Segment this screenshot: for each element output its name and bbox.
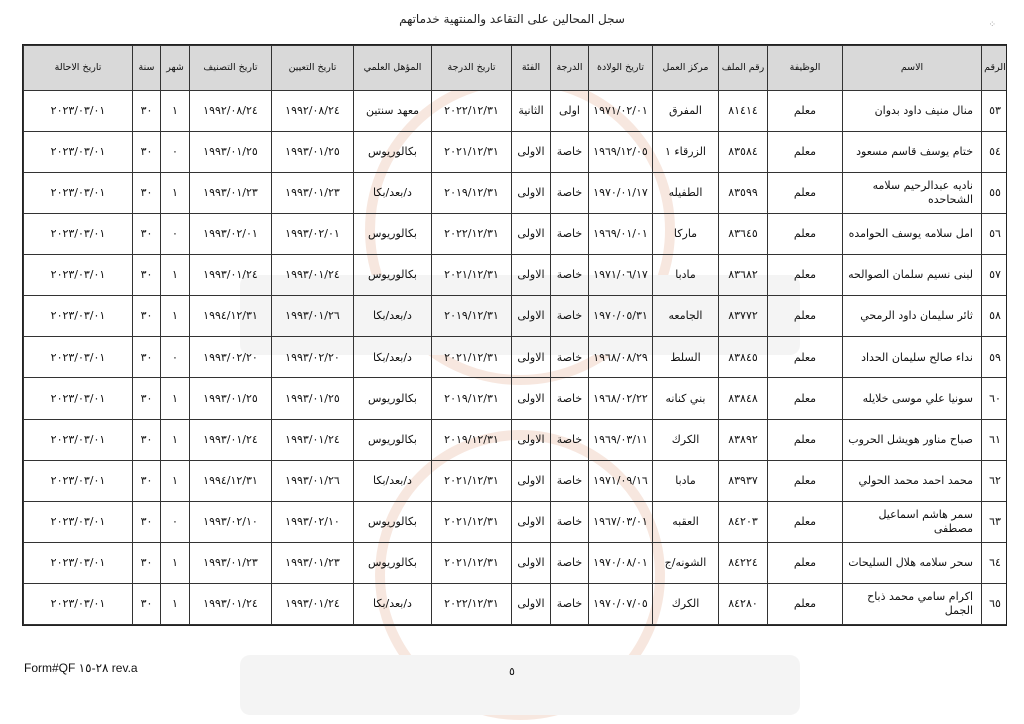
cell-years: ٣٠: [133, 214, 161, 255]
cell-work-center: العقبه: [653, 501, 719, 542]
cell-category: الثانية: [512, 91, 551, 132]
column-header: الاسم: [843, 46, 982, 91]
cell-grade: خاصة: [551, 501, 589, 542]
cell-row-number: ٥٦: [982, 214, 1008, 255]
cell-birth-date: ١٩٧١/٠٢/٠١: [589, 91, 653, 132]
cell-file-number: ٨٤٢٠٣: [719, 501, 768, 542]
column-header: الدرجة: [551, 46, 589, 91]
cell-months: ١: [161, 542, 190, 583]
cell-category: الاولى: [512, 173, 551, 214]
table-row: [24, 501, 1008, 542]
cell-job-title: معلم: [768, 255, 843, 296]
cell-classification-date: ١٩٩٣/٠١/٢٤: [190, 255, 272, 296]
cell-grade: خاصة: [551, 296, 589, 337]
cell-appointment-date: ١٩٩٣/٠١/٢٣: [272, 173, 354, 214]
column-header: الرقم: [982, 46, 1008, 91]
cell-referral-date: ٢٠٢٣/٠٣/٠١: [24, 91, 133, 132]
cell-work-center: مادبا: [653, 255, 719, 296]
cell-grade-date: ٢٠٢١/١٢/٣١: [432, 255, 512, 296]
cell-classification-date: ١٩٩٢/٠٨/٢٤: [190, 91, 272, 132]
cell-referral-date: ٢٠٢٣/٠٣/٠١: [24, 460, 133, 501]
retirement-table: [23, 45, 1007, 625]
cell-grade: خاصة: [551, 255, 589, 296]
cell-appointment-date: ١٩٩٣/٠١/٢٣: [272, 542, 354, 583]
cell-row-number: ٥٣: [982, 91, 1008, 132]
cell-grade-date: ٢٠٢١/١٢/٣١: [432, 542, 512, 583]
cell-qualification: بكالوريوس: [354, 378, 432, 419]
cell-referral-date: ٢٠٢٣/٠٣/٠١: [24, 173, 133, 214]
cell-name: ناديه عبدالرحيم سلامه الشحاحده: [843, 173, 982, 214]
cell-row-number: ٦٤: [982, 542, 1008, 583]
cell-referral-date: ٢٠٢٣/٠٣/٠١: [24, 419, 133, 460]
column-header: تاريخ الولادة: [589, 46, 653, 91]
cell-name: لبنى نسيم سلمان الصوالحه: [843, 255, 982, 296]
table-body: [24, 91, 1008, 625]
cell-months: ١: [161, 173, 190, 214]
cell-row-number: ٥٧: [982, 255, 1008, 296]
cell-appointment-date: ١٩٩٣/٠١/٢٦: [272, 296, 354, 337]
cell-work-center: الكرك: [653, 583, 719, 624]
cell-years: ٣٠: [133, 542, 161, 583]
cell-months: ١: [161, 419, 190, 460]
cell-name: امل سلامه يوسف الحوامده: [843, 214, 982, 255]
table-row: [24, 132, 1008, 173]
page-number: ٥: [509, 665, 515, 678]
cell-job-title: معلم: [768, 91, 843, 132]
cell-job-title: معلم: [768, 378, 843, 419]
cell-years: ٣٠: [133, 91, 161, 132]
cell-row-number: ٥٥: [982, 173, 1008, 214]
cell-row-number: ٦١: [982, 419, 1008, 460]
cell-category: الاولى: [512, 583, 551, 624]
table-row: [24, 255, 1008, 296]
cell-file-number: ٨٣٦٤٥: [719, 214, 768, 255]
table-row: [24, 460, 1008, 501]
cell-qualification: بكالوريوس: [354, 255, 432, 296]
cell-job-title: معلم: [768, 132, 843, 173]
cell-referral-date: ٢٠٢٣/٠٣/٠١: [24, 378, 133, 419]
cell-row-number: ٥٤: [982, 132, 1008, 173]
cell-file-number: ٨٣٨٤٥: [719, 337, 768, 378]
cell-months: ٠: [161, 214, 190, 255]
cell-qualification: د/بعد/بكا: [354, 460, 432, 501]
cell-grade: خاصة: [551, 337, 589, 378]
cell-referral-date: ٢٠٢٣/٠٣/٠١: [24, 501, 133, 542]
cell-qualification: د/بعد/بكا: [354, 173, 432, 214]
cell-job-title: معلم: [768, 419, 843, 460]
cell-appointment-date: ١٩٩٣/٠١/٢٥: [272, 132, 354, 173]
cell-years: ٣٠: [133, 378, 161, 419]
cell-classification-date: ١٩٩٣/٠١/٢٤: [190, 419, 272, 460]
cell-classification-date: ١٩٩٣/٠١/٢٤: [190, 583, 272, 624]
cell-work-center: الكرك: [653, 419, 719, 460]
cell-qualification: د/بعد/بكا: [354, 583, 432, 624]
table-row: [24, 542, 1008, 583]
cell-qualification: بكالوريوس: [354, 542, 432, 583]
cell-birth-date: ١٩٧١/٠٩/١٦: [589, 460, 653, 501]
cell-job-title: معلم: [768, 337, 843, 378]
table-row: [24, 583, 1008, 624]
cell-work-center: مادبا: [653, 460, 719, 501]
cell-referral-date: ٢٠٢٣/٠٣/٠١: [24, 214, 133, 255]
cell-months: ١: [161, 255, 190, 296]
cell-file-number: ٨٣٩٣٧: [719, 460, 768, 501]
table-row: [24, 91, 1008, 132]
table-header-row: [24, 46, 1008, 91]
cell-months: ١: [161, 296, 190, 337]
cell-name: اكرام سامي محمد ذباح الجمل: [843, 583, 982, 624]
cell-qualification: بكالوريوس: [354, 214, 432, 255]
cell-job-title: معلم: [768, 173, 843, 214]
cell-appointment-date: ١٩٩٣/٠١/٢٤: [272, 583, 354, 624]
cell-grade-date: ٢٠٢٢/١٢/٣١: [432, 91, 512, 132]
cell-category: الاولى: [512, 132, 551, 173]
cell-category: الاولى: [512, 337, 551, 378]
cell-grade-date: ٢٠٢٢/١٢/٣١: [432, 583, 512, 624]
cell-classification-date: ١٩٩٣/٠٢/٠١: [190, 214, 272, 255]
cell-grade: خاصة: [551, 542, 589, 583]
cell-months: ١: [161, 460, 190, 501]
cell-birth-date: ١٩٦٨/٠٨/٢٩: [589, 337, 653, 378]
cell-file-number: ٨٤٢٢٤: [719, 542, 768, 583]
cell-job-title: معلم: [768, 296, 843, 337]
cell-appointment-date: ١٩٩٣/٠٢/٠١: [272, 214, 354, 255]
cell-grade: اولى: [551, 91, 589, 132]
cell-name: ثائر سليمان داود الرمحي: [843, 296, 982, 337]
cell-referral-date: ٢٠٢٣/٠٣/٠١: [24, 542, 133, 583]
cell-years: ٣٠: [133, 132, 161, 173]
cell-grade-date: ٢٠١٩/١٢/٣١: [432, 296, 512, 337]
cell-classification-date: ١٩٩٤/١٢/٣١: [190, 460, 272, 501]
cell-job-title: معلم: [768, 214, 843, 255]
cell-row-number: ٦٠: [982, 378, 1008, 419]
cell-birth-date: ١٩٦٩/٠٣/١١: [589, 419, 653, 460]
cell-category: الاولى: [512, 296, 551, 337]
cell-row-number: ٦٥: [982, 583, 1008, 624]
cell-file-number: ٨١٤١٤: [719, 91, 768, 132]
cell-grade-date: ٢٠٢٢/١٢/٣١: [432, 214, 512, 255]
cell-referral-date: ٢٠٢٣/٠٣/٠١: [24, 296, 133, 337]
cell-referral-date: ٢٠٢٣/٠٣/٠١: [24, 255, 133, 296]
cell-qualification: معهد سنتين: [354, 91, 432, 132]
cell-grade-date: ٢٠٢١/١٢/٣١: [432, 501, 512, 542]
cell-appointment-date: ١٩٩٣/٠١/٢٤: [272, 419, 354, 460]
cell-classification-date: ١٩٩٤/١٢/٣١: [190, 296, 272, 337]
cell-months: ٠: [161, 132, 190, 173]
column-header: تاريخ الدرجة: [432, 46, 512, 91]
cell-birth-date: ١٩٦٧/٠٣/٠١: [589, 501, 653, 542]
cell-file-number: ٨٣٧٧٢: [719, 296, 768, 337]
column-header: رقم الملف: [719, 46, 768, 91]
cell-grade: خاصة: [551, 460, 589, 501]
cell-name: صباح مناور هويشل الحروب: [843, 419, 982, 460]
cell-birth-date: ١٩٦٩/٠١/٠١: [589, 214, 653, 255]
cell-name: سمر هاشم اسماعيل مصطفى: [843, 501, 982, 542]
cell-file-number: ٨٣٨٤٨: [719, 378, 768, 419]
cell-grade: خاصة: [551, 132, 589, 173]
cell-months: ١: [161, 91, 190, 132]
cell-years: ٣٠: [133, 255, 161, 296]
cell-classification-date: ١٩٩٣/٠١/٢٣: [190, 542, 272, 583]
cell-grade-date: ٢٠١٩/١٢/٣١: [432, 419, 512, 460]
cell-appointment-date: ١٩٩٣/٠١/٢٦: [272, 460, 354, 501]
cell-grade-date: ٢٠٢١/١٢/٣١: [432, 460, 512, 501]
cell-qualification: بكالوريوس: [354, 419, 432, 460]
cell-work-center: الزرقاء ١: [653, 132, 719, 173]
cell-years: ٣٠: [133, 419, 161, 460]
cell-file-number: ٨٣٨٩٢: [719, 419, 768, 460]
cell-row-number: ٥٩: [982, 337, 1008, 378]
cell-birth-date: ١٩٦٨/٠٢/٢٢: [589, 378, 653, 419]
cell-grade-date: ٢٠٢١/١٢/٣١: [432, 337, 512, 378]
cell-classification-date: ١٩٩٣/٠١/٢٣: [190, 173, 272, 214]
retirement-table-frame: [22, 44, 1007, 626]
cell-work-center: الجامعه: [653, 296, 719, 337]
cell-name: منال منيف داود بدوان: [843, 91, 982, 132]
cell-grade: خاصة: [551, 378, 589, 419]
cell-work-center: الشونه/ج: [653, 542, 719, 583]
column-header: شهر: [161, 46, 190, 91]
cell-grade-date: ٢٠٢١/١٢/٣١: [432, 132, 512, 173]
cell-grade-date: ٢٠١٩/١٢/٣١: [432, 378, 512, 419]
cell-referral-date: ٢٠٢٣/٠٣/٠١: [24, 337, 133, 378]
column-header: تاريخ التعيين: [272, 46, 354, 91]
cell-work-center: السلط: [653, 337, 719, 378]
column-header: تاريخ التصنيف: [190, 46, 272, 91]
cell-months: ١: [161, 583, 190, 624]
cell-grade: خاصة: [551, 583, 589, 624]
cell-months: ٠: [161, 501, 190, 542]
cell-grade-date: ٢٠١٩/١٢/٣١: [432, 173, 512, 214]
table-row: [24, 337, 1008, 378]
cell-classification-date: ١٩٩٣/٠١/٢٥: [190, 132, 272, 173]
cell-name: محمد احمد محمد الحولي: [843, 460, 982, 501]
table-row: [24, 214, 1008, 255]
cell-months: ١: [161, 378, 190, 419]
cell-months: ٠: [161, 337, 190, 378]
cell-row-number: ٥٨: [982, 296, 1008, 337]
document-title: سجل المحالين على التقاعد والمنتهية خدماتهم: [399, 12, 625, 26]
cell-job-title: معلم: [768, 501, 843, 542]
cell-name: سونيا علي موسى خلايله: [843, 378, 982, 419]
cell-category: الاولى: [512, 501, 551, 542]
cell-category: الاولى: [512, 460, 551, 501]
cell-qualification: بكالوريوس: [354, 501, 432, 542]
column-header: سنة: [133, 46, 161, 91]
cell-work-center: الطفيله: [653, 173, 719, 214]
cell-years: ٣٠: [133, 460, 161, 501]
column-header: تاريخ الاحالة: [24, 46, 133, 91]
cell-row-number: ٦٢: [982, 460, 1008, 501]
cell-name: سحر سلامه هلال السليحات: [843, 542, 982, 583]
cell-appointment-date: ١٩٩٣/٠١/٢٤: [272, 255, 354, 296]
table-row: [24, 419, 1008, 460]
cell-grade: خاصة: [551, 173, 589, 214]
cell-category: الاولى: [512, 542, 551, 583]
cell-job-title: معلم: [768, 583, 843, 624]
cell-job-title: معلم: [768, 542, 843, 583]
column-header: الفئة: [512, 46, 551, 91]
cell-work-center: بني كنانه: [653, 378, 719, 419]
column-header: مركز العمل: [653, 46, 719, 91]
cell-years: ٣٠: [133, 296, 161, 337]
cell-referral-date: ٢٠٢٣/٠٣/٠١: [24, 132, 133, 173]
form-code: Form#QF ٢٨-١٥ rev.a: [24, 661, 138, 675]
cell-birth-date: ١٩٧٠/٠٧/٠٥: [589, 583, 653, 624]
watermark-block-2: [240, 655, 800, 715]
column-header: الوظيفة: [768, 46, 843, 91]
cell-referral-date: ٢٠٢٣/٠٣/٠١: [24, 583, 133, 624]
cell-qualification: د/بعد/بكا: [354, 337, 432, 378]
cell-birth-date: ١٩٧٠/٠١/١٧: [589, 173, 653, 214]
cell-file-number: ٨٤٢٨٠: [719, 583, 768, 624]
cell-years: ٣٠: [133, 501, 161, 542]
table-row: [24, 378, 1008, 419]
cell-job-title: معلم: [768, 460, 843, 501]
table-row: [24, 173, 1008, 214]
cell-years: ٣٠: [133, 337, 161, 378]
cell-birth-date: ١٩٧٠/٠٨/٠١: [589, 542, 653, 583]
cell-name: ختام يوسف قاسم مسعود: [843, 132, 982, 173]
cell-row-number: ٦٣: [982, 501, 1008, 542]
cell-file-number: ٨٣٦٨٢: [719, 255, 768, 296]
cell-file-number: ٨٣٥٨٤: [719, 132, 768, 173]
cell-appointment-date: ١٩٩٣/٠٢/١٠: [272, 501, 354, 542]
cell-grade: خاصة: [551, 214, 589, 255]
cell-qualification: بكالوريوس: [354, 132, 432, 173]
cell-file-number: ٨٣٥٩٩: [719, 173, 768, 214]
table-row: [24, 296, 1008, 337]
cell-classification-date: ١٩٩٣/٠٢/١٠: [190, 501, 272, 542]
cell-work-center: ماركا: [653, 214, 719, 255]
cell-classification-date: ١٩٩٣/٠٢/٢٠: [190, 337, 272, 378]
cell-years: ٣٠: [133, 583, 161, 624]
cell-classification-date: ١٩٩٣/٠١/٢٥: [190, 378, 272, 419]
cell-appointment-date: ١٩٩٣/٠١/٢٥: [272, 378, 354, 419]
cell-grade: خاصة: [551, 419, 589, 460]
cell-birth-date: ١٩٧١/٠٦/١٧: [589, 255, 653, 296]
cell-category: الاولى: [512, 378, 551, 419]
cell-years: ٣٠: [133, 173, 161, 214]
cell-qualification: د/بعد/بكا: [354, 296, 432, 337]
cell-work-center: المفرق: [653, 91, 719, 132]
cell-category: الاولى: [512, 255, 551, 296]
cell-name: نداء صالح سليمان الحداد: [843, 337, 982, 378]
cell-category: الاولى: [512, 419, 551, 460]
cell-category: الاولى: [512, 214, 551, 255]
cell-appointment-date: ١٩٩٢/٠٨/٢٤: [272, 91, 354, 132]
column-header: المؤهل العلمي: [354, 46, 432, 91]
cell-appointment-date: ١٩٩٣/٠٢/٢٠: [272, 337, 354, 378]
cell-birth-date: ١٩٦٩/١٢/٠٥: [589, 132, 653, 173]
corner-mark: ⁘: [988, 20, 996, 30]
cell-birth-date: ١٩٧٠/٠٥/٣١: [589, 296, 653, 337]
